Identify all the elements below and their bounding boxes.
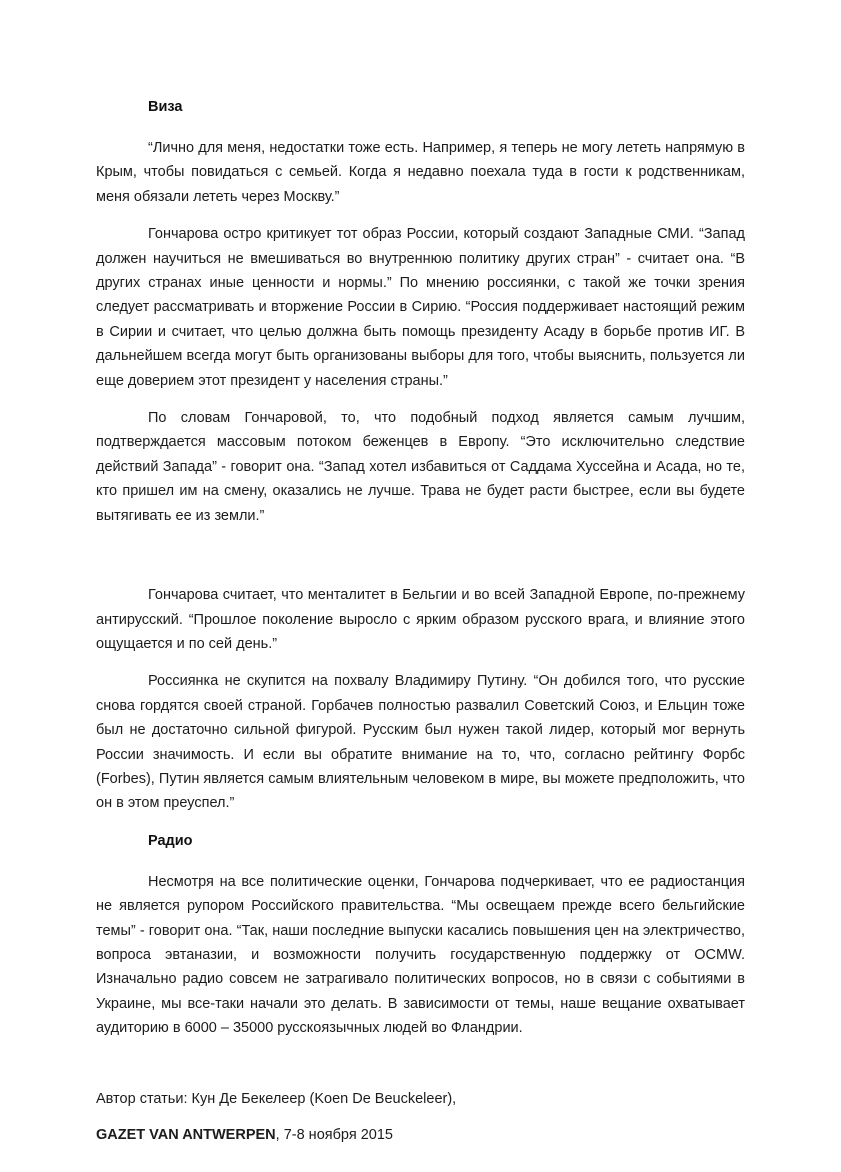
paragraph-mentality: Гончарова считает, что менталитет в Бельгии и во всей Западной Европе, по-прежнему антирусский. “Прошлое поколение выросло с ярким образом русского врага, и влияние этого ощущается и по сей день.” [96, 587, 745, 652]
source-publication-date: , 7-8 ноября 2015 [275, 1126, 393, 1143]
author-line: Автор статьи: Кун Де Бекелеер (Koen De Beuckeleer), [96, 1090, 457, 1107]
paragraph-radio-station: Несмотря на все политические оценки, Гончарова подчеркивает, что ее радиостанция не является рупором Российского правительства. “Мы освещаем прежде всего бельгийские темы” - говорит она. “Так, наши последние выпуски касались повышения цен на электричество, вопроса эвтаназии, и возможности получить государственную поддержку от OCMW. Изначально радио совсем не затрагивало политических вопросов, но в связи с событиями в Украине, мы все-таки начали это делать. В зависимости от темы, наше вещание охватывает аудиторию в 6000 – 35000 русскоязычных людей во Фландрии. [96, 873, 745, 1037]
section-heading-radio: Радио [148, 832, 193, 849]
paragraph-visa-quote: “Лично для меня, недостатки тоже есть. Например, я теперь не могу лететь напрямую в Крым, чтобы повидаться с семьей. Когда я недавно поехала туда в гости к родственникам, меня обязали лететь через Москву.” [96, 140, 745, 205]
blank-space [96, 541, 745, 583]
paragraph-refugees: По словам Гончаровой, то, что подобный подход является самым лучшим, подтверждается массовым потоком беженцев в Европу. “Это исключительно следствие действий Запада” - говорит она. “Запад хотел избавиться от Саддама Хуссейна и Асада, но те, кто пришел им на смену, оказались не лучше. Трава не будет расти быстрее, если вы будете вытягивать ее из земли.” [96, 410, 745, 524]
source-publication-name: GAZET VAN ANTWERPEN [96, 1126, 276, 1143]
section-heading-visa: Виза [148, 99, 183, 115]
source-line [96, 1125, 745, 1145]
paragraph-media-criticism: Гончарова остро критикует тот образ России, который создают Западные СМИ. “Запад должен научиться не вмешиваться во внутреннюю политику других стран” - считает она. “В других странах иные ценности и нормы.” По мнению россиянки, с такой же точки зрения следует рассматривать и вторжение России в Сирию. “Россия поддерживает настоящий режим в Сирии и считает, что целью должна быть помощь президенту Асаду в борьбе против ИГ. В дальнейшем всегда могут быть организованы выборы для того, чтобы выяснить, пользуется ли еще доверием этот президент у населения страны.” [96, 226, 745, 389]
paragraph-putin-praise: Россиянка не скупится на похвалу Владимиру Путину. “Он добился того, что русские снова гордятся своей страной. Горбачев полностью развалил Советский Союз, и Ельцин тоже был не достаточно сильной фигурой. Русским был нужен такой лидер, который мог вернуть России значимость. И если вы обратите внимание на то, что, согласно рейтингу Форбс (Forbes), Путин является самым влиятельным человеком в мире, вы можете предположить, что он в этом преуспел.” [96, 673, 745, 812]
